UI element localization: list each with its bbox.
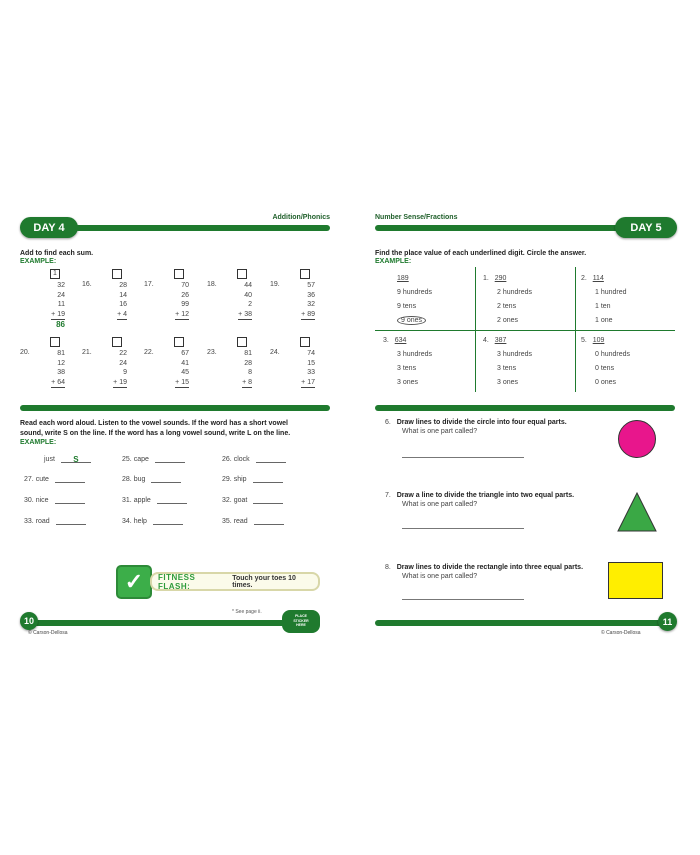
page-number-badge: 10 <box>20 612 38 630</box>
place-value-item-3[interactable]: 3. 634 3 hundreds 3 tens 3 ones <box>383 337 433 386</box>
example-label: EXAMPLE: <box>375 258 412 265</box>
phonics-item[interactable]: 34. help <box>122 517 183 525</box>
phonics-item[interactable]: 33. road <box>24 517 86 525</box>
phonics-item[interactable]: 31. apple <box>122 496 187 504</box>
addition-instruction: Add to find each sum. <box>20 250 94 257</box>
subject-label: Number Sense/Fractions <box>375 214 458 221</box>
rectangle-shape <box>608 562 663 599</box>
phonics-item[interactable]: 26. clock <box>222 455 286 463</box>
day-5-badge: DAY 5 <box>615 217 677 238</box>
phonics-example: just S <box>44 455 91 463</box>
footer-bar <box>28 620 288 626</box>
carry-box[interactable] <box>50 337 60 347</box>
answer-line-6[interactable] <box>402 457 524 458</box>
fraction-question-8: 8. Draw lines to divide the rectangle into three equal parts. What is one part called? <box>385 564 584 580</box>
place-value-item-4[interactable]: 4. 387 3 hundreds 3 tens 3 ones <box>483 337 533 386</box>
copyright: © Carson-Dellosa <box>28 630 68 636</box>
phonics-item[interactable]: 28. bug <box>122 475 181 483</box>
triangle-shape <box>617 492 657 532</box>
carry-box[interactable] <box>300 269 310 279</box>
carry-box[interactable] <box>237 337 247 347</box>
header-bar <box>75 225 330 231</box>
section-divider <box>375 405 675 411</box>
place-value-instruction: Find the place value of each underlined digit. Circle the answer. <box>375 250 587 257</box>
fraction-question-6: 6. Draw lines to divide the circle into four equal parts. What is one part called? <box>385 419 567 435</box>
day-4-badge: DAY 4 <box>20 217 78 238</box>
phonics-item[interactable]: 29. ship <box>222 475 283 483</box>
subject-label: Addition/Phonics <box>272 214 330 221</box>
phonics-item[interactable]: 25. cape <box>122 455 185 463</box>
example-label: EXAMPLE: <box>20 258 57 265</box>
page-number-badge: 11 <box>658 612 677 631</box>
phonics-item[interactable]: 35. read <box>222 517 284 525</box>
phonics-instruction: Read each word aloud. Listen to the vowel sounds. If the word has a short vowel sound, write S on the line. If the word has a long vowel sound, write L on the line. <box>20 420 291 437</box>
carry-box: 1 <box>50 269 60 279</box>
phonics-item[interactable]: 27. cute <box>24 475 85 483</box>
carry-box[interactable] <box>300 337 310 347</box>
phonics-item[interactable]: 30. nice <box>24 496 85 504</box>
place-value-example: 189 9 hundreds 9 tens 9 ones <box>397 275 433 324</box>
answer-line-8[interactable] <box>402 599 524 600</box>
example-sum: 86 <box>56 320 65 329</box>
phonics-example-label: EXAMPLE: <box>20 439 57 446</box>
footer-bar <box>375 620 665 626</box>
right-page <box>375 212 685 637</box>
circle-shape <box>618 420 656 458</box>
fraction-question-7: 7. Draw a line to divide the triangle into two equal parts. What is one part called? <box>385 492 575 508</box>
place-value-item-5[interactable]: 5. 109 0 hundreds 0 tens 0 ones <box>581 337 631 386</box>
answer-line-7[interactable] <box>402 528 524 529</box>
see-page-note: * See page ii. <box>232 609 262 615</box>
sticker-placeholder: PLACE STICKER HERE <box>282 610 320 633</box>
carry-box[interactable] <box>174 337 184 347</box>
carry-box[interactable] <box>174 269 184 279</box>
circled-answer: 9 ones <box>397 316 426 325</box>
copyright: © Carson-Dellosa <box>601 630 641 636</box>
place-value-item-1[interactable]: 1. 290 2 hundreds 2 tens 2 ones <box>483 275 533 324</box>
section-divider <box>20 405 330 411</box>
carry-box[interactable] <box>237 269 247 279</box>
carry-box[interactable] <box>112 269 122 279</box>
place-value-item-2[interactable]: 2. 114 1 hundred 1 ten 1 one <box>581 275 627 324</box>
header-bar <box>375 225 630 231</box>
carry-box[interactable] <box>112 337 122 347</box>
phonics-item[interactable]: 32. goat <box>222 496 283 504</box>
fitness-flash-icon: ✓ <box>116 565 152 599</box>
grid-line <box>375 330 675 331</box>
fitness-flash-banner: FITNESS FLASH: Touch your toes 10 times. <box>150 572 320 591</box>
left-page: DAY 4 Addition/Phonics Add to find each sum. EXAMPLE: 1 32 24 11 + 19 86 16. 28 14 16 + 4 17. 70 26 99 + 12 18. 44 40 2 + 38 19. 57 36 32 + 89 20. 81 12 38 + 64 21. 22 24 9 + 19 22. 67 41 45 + 15 23. 81 28 8 + 8 24. 74 15 33 + 17 Read each word aloud. Listen to the vowel sounds. If the word has a short vowel sound, write S on the line. If the word has a long vowel sound, write L on the line. EXAMPLE: just S 25. cape 26. clock 27. cute 28. bug 29. ship 30. nice 31. apple 32. goat 33. road 34. help 35. read ✓ FITNESS FLASH: Touch your toes 10 times. * See page ii. 10 PLACE STICKER HERE © Carson-Dellosa <box>20 214 330 636</box>
